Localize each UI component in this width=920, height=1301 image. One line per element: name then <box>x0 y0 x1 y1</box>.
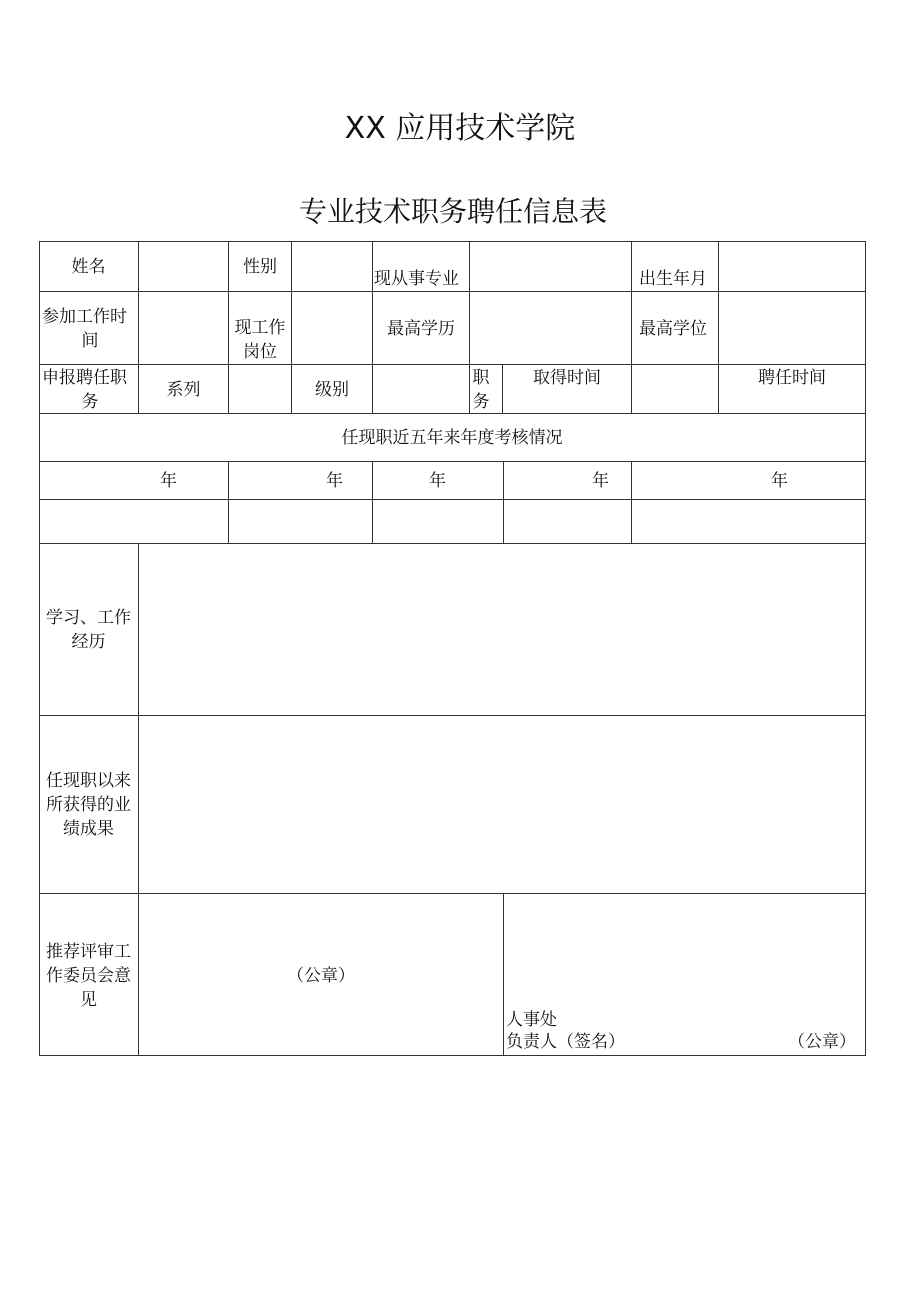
series-label: 系列 <box>166 380 201 400</box>
gender-label: 性别 <box>243 257 277 277</box>
level-field[interactable] <box>373 365 469 413</box>
current-major-field[interactable] <box>470 242 631 291</box>
birth-label: 出生年月 <box>639 269 707 289</box>
position-label-line2: 务 <box>472 392 490 412</box>
assessment-result-1[interactable] <box>40 500 228 543</box>
highest-education-field[interactable] <box>470 292 631 364</box>
name-field[interactable] <box>139 242 228 291</box>
achievement-label-line1: 任现职以来 <box>46 771 131 791</box>
form-title: 专业技术职务聘任信息表 <box>298 195 607 228</box>
apply-position-label <box>42 366 138 414</box>
study-work-label-line2: 经历 <box>71 632 106 652</box>
institution-title: XX 应用技术学院 <box>344 111 576 146</box>
committee-opinion-label <box>39 940 138 1012</box>
year-label-5: 年 <box>771 471 788 491</box>
highest-education-label: 最高学历 <box>387 319 455 339</box>
year-label-3: 年 <box>429 471 446 491</box>
assessment-result-4[interactable] <box>504 500 631 543</box>
current-post-field[interactable] <box>292 292 372 364</box>
hire-time-label: 聘任时间 <box>758 368 826 388</box>
highest-degree-label: 最高学位 <box>639 319 707 339</box>
study-work-label <box>39 606 138 654</box>
work-start-label-line1: 参加工作时 <box>42 307 127 327</box>
current-post-label-line1: 现工作 <box>234 318 286 338</box>
achievement-label-line2: 所获得的业 <box>46 795 131 815</box>
achievement-label-line3: 绩成果 <box>63 819 114 839</box>
assessment-result-5[interactable] <box>632 500 865 543</box>
committee-opinion-label-line3: 见 <box>80 990 97 1010</box>
current-post-label <box>229 316 291 364</box>
committee-opinion-label-line1: 推荐评审工 <box>46 942 131 962</box>
hr-signer-label: 负责人（签名） <box>506 1032 625 1052</box>
highest-degree-field[interactable] <box>719 292 865 364</box>
current-post-label-line2: 岗位 <box>243 342 277 362</box>
position-label <box>470 366 492 414</box>
hr-seal-text: （公章） <box>788 1032 856 1052</box>
study-work-field[interactable] <box>139 544 865 715</box>
current-major-label: 现从事专业 <box>374 269 459 289</box>
committee-seal-text: （公章） <box>287 966 355 986</box>
year-label-4: 年 <box>592 471 609 491</box>
hr-office-label: 人事处 <box>506 1010 557 1030</box>
achievement-label <box>39 769 138 841</box>
position-label-line1: 职 <box>472 368 490 388</box>
birth-field[interactable] <box>719 242 865 291</box>
obtain-time-label: 取得时间 <box>533 368 601 388</box>
work-start-label <box>42 305 138 353</box>
work-start-label-line2: 间 <box>81 331 99 351</box>
series-field[interactable] <box>229 365 291 413</box>
name-label: 姓名 <box>71 257 106 277</box>
assessment-result-3[interactable] <box>373 500 503 543</box>
obtain-time-field[interactable] <box>632 365 718 413</box>
work-start-field[interactable] <box>139 292 228 364</box>
assessment-heading: 任现职近五年来年度考核情况 <box>341 428 563 448</box>
year-label-1: 年 <box>160 471 177 491</box>
achievement-field[interactable] <box>139 716 865 893</box>
apply-position-label-line1: 申报聘任职 <box>42 368 127 388</box>
apply-position-label-line2: 务 <box>81 392 99 412</box>
committee-opinion-label-line2: 作委员会意 <box>46 966 131 986</box>
level-label: 级别 <box>315 380 349 400</box>
assessment-result-2[interactable] <box>229 500 372 543</box>
study-work-label-line1: 学习、工作 <box>46 608 131 628</box>
gender-field[interactable] <box>292 242 372 291</box>
year-label-2: 年 <box>326 471 343 491</box>
